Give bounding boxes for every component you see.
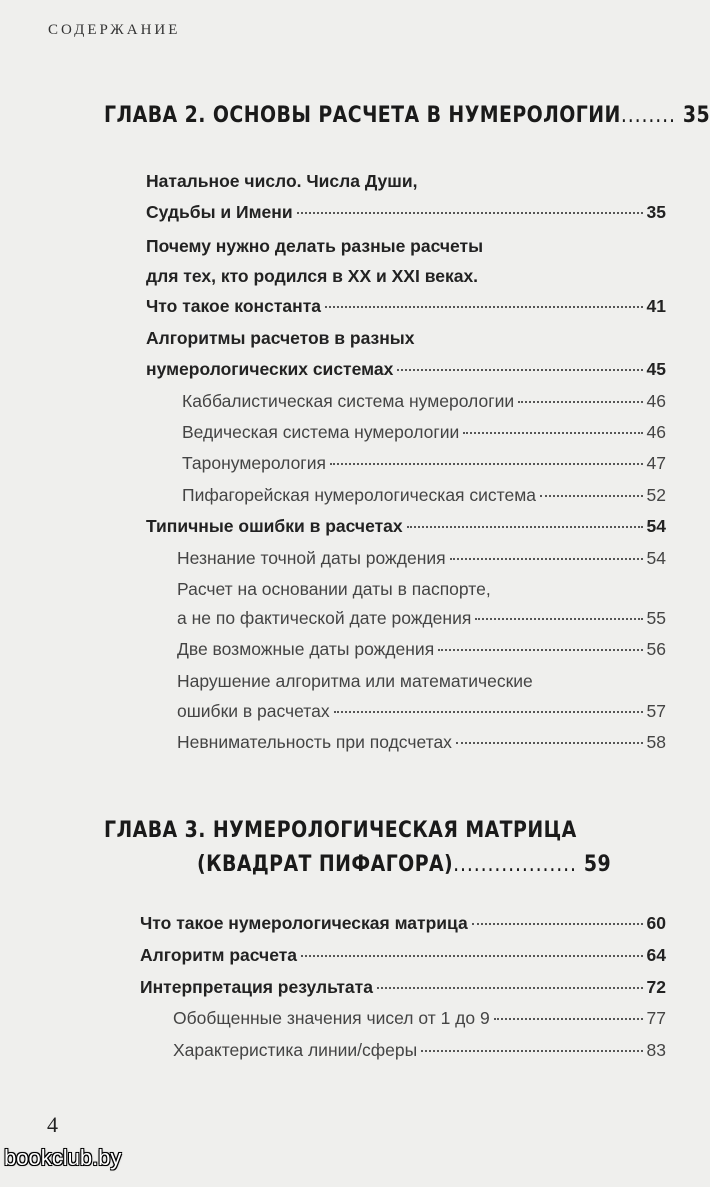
toc-subentry xyxy=(177,607,666,629)
dot-leader xyxy=(377,987,643,989)
toc-subentry-label: ошибки в расчетах xyxy=(177,701,330,721)
running-header: СОДЕРЖАНИЕ xyxy=(48,22,181,38)
watermark: bookclub.by xyxy=(4,1145,122,1170)
toc-subentry-line: Расчет на основании даты в паспорте, xyxy=(177,579,491,599)
dot-leader xyxy=(450,558,643,560)
toc-entry-page: 45 xyxy=(646,359,666,379)
toc-subentry-label: Обобщенные значения чисел от 1 до 9 xyxy=(173,1008,490,1028)
toc-subentry xyxy=(177,547,666,569)
toc-subentry-page: 77 xyxy=(646,1008,666,1028)
chapter-3-page: 59 xyxy=(583,852,612,877)
toc-subentry-label: Незнание точной даты рождения xyxy=(177,548,446,568)
toc-subentry-label: Каббалистическая система нумерологии xyxy=(182,391,515,411)
toc-entry-label: Судьбы и Имени xyxy=(146,202,293,222)
toc-entry-line: Алгоритмы расчетов в разных xyxy=(146,328,415,348)
toc-subentry xyxy=(177,731,666,753)
toc-subentry-page: 54 xyxy=(646,548,666,568)
toc-entry xyxy=(146,295,666,317)
toc-entry-page: 64 xyxy=(646,945,666,965)
toc-entry-page: 60 xyxy=(646,913,666,933)
toc-subentry-page: 55 xyxy=(646,608,666,628)
chapter-2-dots: ........ xyxy=(620,103,676,128)
toc-subentry-label: Ведическая система нумерологии xyxy=(182,422,460,442)
dot-leader xyxy=(518,401,642,403)
toc-subentry-label: Две возможные даты рождения xyxy=(177,639,435,659)
toc-entry-label: нумерологических системах xyxy=(146,359,394,379)
toc-subentry-page: 56 xyxy=(646,639,666,659)
toc-subentry xyxy=(182,390,666,412)
toc-subentry xyxy=(173,1039,666,1061)
toc-subentry-label: Таронумерология xyxy=(182,453,326,473)
toc-subentry-page: 58 xyxy=(646,732,666,752)
dot-leader xyxy=(301,955,643,957)
toc-subentry-label: Характеристика линии/сферы xyxy=(173,1040,418,1060)
toc-entry xyxy=(146,201,666,223)
chapter-3-heading-line1: ГЛАВА 3. НУМЕРОЛОГИЧЕСКАЯ МАТРИЦА xyxy=(104,818,577,843)
dot-leader xyxy=(438,649,642,651)
dot-leader xyxy=(297,212,643,214)
dot-leader xyxy=(540,495,643,497)
chapter-2-heading xyxy=(104,103,710,128)
toc-subentry-page: 83 xyxy=(646,1040,666,1060)
toc-entry-label: Типичные ошибки в расчетах xyxy=(146,516,403,536)
toc-entry xyxy=(140,976,666,998)
chapter-2-title: ГЛАВА 2. ОСНОВЫ РАСЧЕТА В НУМЕРОЛОГИИ xyxy=(104,103,621,128)
chapter-2-page: 35 xyxy=(682,103,710,128)
toc-entry-line: Натальное число. Числа Души, xyxy=(146,171,418,191)
toc-subentry-page: 47 xyxy=(646,453,666,473)
toc-subentry-label: Невнимательность при подсчетах xyxy=(177,732,452,752)
toc-entry-label: Интерпретация результата xyxy=(140,977,373,997)
chapter-3-heading-line2 xyxy=(197,852,611,877)
toc-subentry xyxy=(177,700,666,722)
toc-subentry-label: а не по фактической дате рождения xyxy=(177,608,472,628)
toc-entry xyxy=(146,515,666,537)
toc-subentry-line: Нарушение алгоритма или математические xyxy=(177,671,533,691)
page-number: 4 xyxy=(47,1112,58,1137)
toc-subentry xyxy=(173,1007,666,1029)
dot-leader xyxy=(475,618,642,620)
toc-entry xyxy=(140,944,666,966)
dot-leader xyxy=(456,742,643,744)
dot-leader xyxy=(472,923,643,925)
dot-leader xyxy=(407,526,643,528)
toc-subentry xyxy=(177,638,666,660)
toc-subentry-label: Пифагорейская нумерологическая система xyxy=(182,485,536,505)
toc-entry-label: Что такое константа xyxy=(146,296,321,316)
dot-leader xyxy=(421,1050,642,1052)
toc-entry xyxy=(140,912,666,934)
toc-entry-page: 54 xyxy=(646,516,666,536)
toc-entry-line: для тех, кто родился в XX и XXI веках. xyxy=(146,266,479,286)
chapter-3-title-line2: (КВАДРАТ ПИФАГОРА) xyxy=(197,852,454,877)
dot-leader xyxy=(463,432,642,434)
toc-entry-page: 35 xyxy=(646,202,666,222)
toc-entry-label: Алгоритм расчета xyxy=(140,945,297,965)
toc-entry-page: 72 xyxy=(646,977,666,997)
toc-entry xyxy=(146,358,666,380)
toc-subentry xyxy=(182,484,666,506)
toc-subentry-page: 46 xyxy=(646,391,666,411)
chapter-3-dots: .................. xyxy=(453,852,577,877)
toc-entry-line: Почему нужно делать разные расчеты xyxy=(146,236,484,256)
dot-leader xyxy=(397,369,642,371)
toc-subentry-page: 52 xyxy=(646,485,666,505)
toc-entry-label: Что такое нумерологическая матрица xyxy=(140,913,468,933)
toc-subentry xyxy=(182,452,666,474)
toc-subentry-page: 46 xyxy=(646,422,666,442)
dot-leader xyxy=(330,463,643,465)
toc-entry-page: 41 xyxy=(646,296,666,316)
dot-leader xyxy=(334,711,643,713)
dot-leader xyxy=(494,1018,643,1020)
toc-subentry-page: 57 xyxy=(646,701,666,721)
dot-leader xyxy=(325,306,643,308)
toc-subentry xyxy=(182,421,666,443)
